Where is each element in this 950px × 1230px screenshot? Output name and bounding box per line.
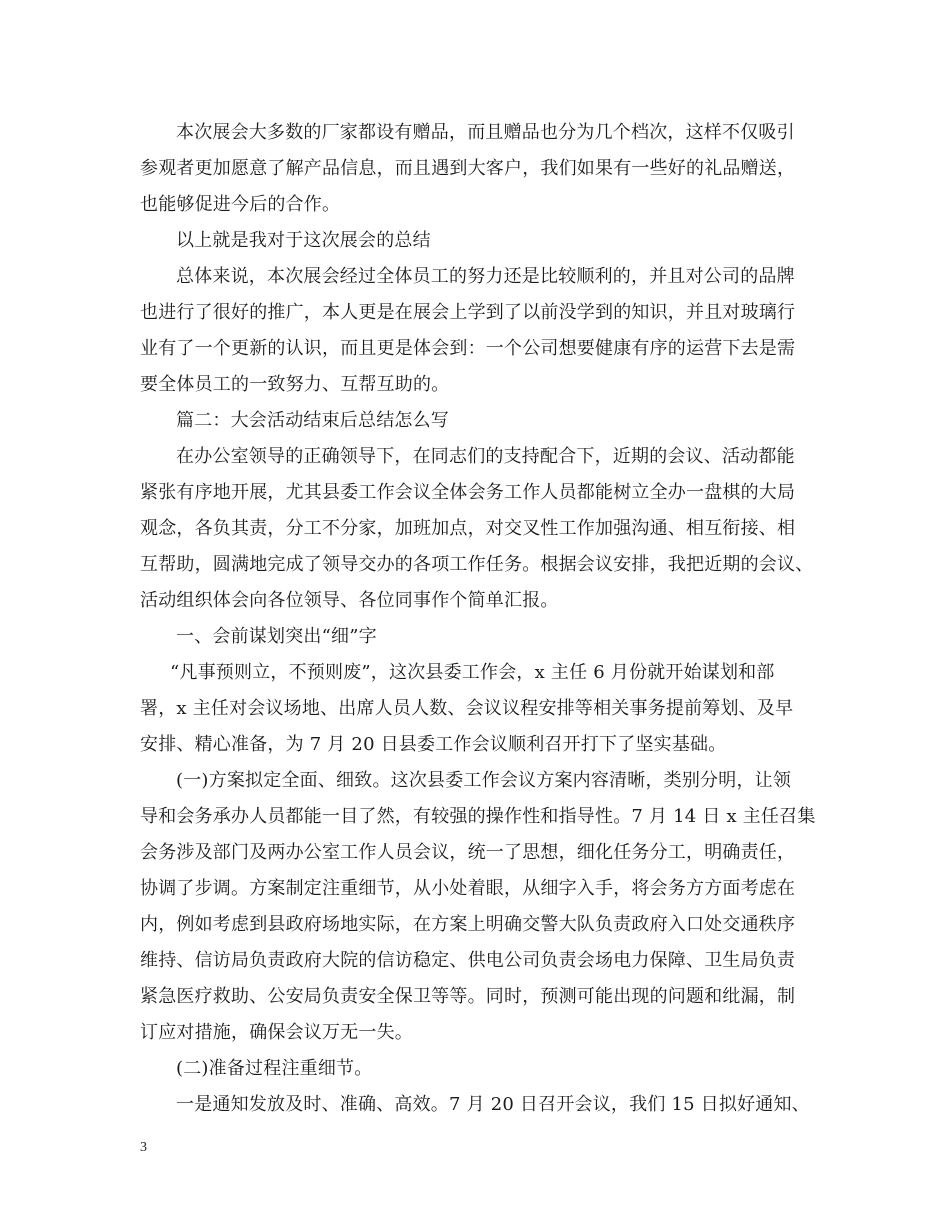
text-line: 内，例如考虑到县政府场地实际，在方案上明确交警大队负责政府入口处交通秩序 xyxy=(140,914,796,935)
text-line: 业有了一个更新的认识，而且更是体会到：一个公司想要健康有序的运营下去是需 xyxy=(140,338,796,359)
text-line: 安排、精心准备，为 7 月 20 日县委工作会议顺利召开打下了坚实基础。 xyxy=(140,734,727,755)
text-line: 维持、信访局负责政府大院的信访稳定、供电公司负责会场电力保障、卫生局负责 xyxy=(140,950,796,971)
text-line: 参观者更加愿意了解产品信息，而且遇到大客户，我们如果有一些好的礼品赠送， xyxy=(140,158,796,179)
text-line: 协调了步调。方案制定注重细节，从小处着眼，从细字入手，将会务方方面考虑在 xyxy=(140,878,796,899)
text-line: 会务涉及部门及两办公室工作人员会议，统一了思想，细化任务分工，明确责任， xyxy=(140,842,796,863)
text-line: 也能够促进今后的合作。 xyxy=(140,194,341,215)
text-line: 紧急医疗救助、公安局负责安全保卫等等。同时，预测可能出现的问题和纰漏，制 xyxy=(140,986,796,1007)
text-line: (一)方案拟定全面、细致。这次县委工作会议方案内容清晰，类别分明，让领 xyxy=(176,770,792,791)
section-heading: 一、会前谋划突出“细”字 xyxy=(176,626,377,647)
subsection-heading: (二)准备过程注重细节。 xyxy=(176,1058,373,1079)
text-line: 在办公室领导的正确领导下，在同志们的支持配合下，近期的会议、活动都能 xyxy=(176,446,795,467)
document-body xyxy=(140,115,820,1123)
text-line: 紧张有序地开展，尤其县委工作会议全体会务工作人员都能树立全办一盘棋的大局 xyxy=(140,482,796,503)
text-line: 以上就是我对于这次展会的总结 xyxy=(176,230,431,251)
text-line: 署，x 主任对会议场地、出席人员人数、会议议程安排等相关事务提前筹划、及早 xyxy=(140,698,794,719)
text-line: 活动组织体会向各位领导、各位同事作个简单汇报。 xyxy=(140,590,559,611)
text-line: 要全体员工的一致努力、互帮互助的。 xyxy=(140,374,450,395)
text-line: 导和会务承办人员都能一目了然，有较强的操作性和指导性。7 月 14 日 x 主任召集 xyxy=(140,806,816,827)
text-line: 观念，各负其责，分工不分家，加班加点，对交叉性工作加强沟通、相互衔接、相 xyxy=(140,518,796,539)
page-number: 3 xyxy=(140,1140,147,1155)
text-line: 也进行了很好的推广，本人更是在展会上学到了以前没学到的知识，并且对玻璃行 xyxy=(140,302,796,323)
text-line: 本次展会大多数的厂家都设有赠品，而且赠品也分为几个档次，这样不仅吸引 xyxy=(176,122,795,143)
text-line: 总体来说，本次展会经过全体员工的努力还是比较顺利的，并且对公司的品牌 xyxy=(176,266,795,287)
section-heading: 篇二：大会活动结束后总结怎么写 xyxy=(176,410,449,431)
text-line: 订应对措施，确保会议万无一失。 xyxy=(140,1022,413,1043)
text-line: “凡事预则立，不预则废”，这次县委工作会，x 主任 6 月份就开始谋划和部 xyxy=(170,662,775,683)
text-line: 一是通知发放及时、准确、高效。7 月 20 日召开会议，我们 15 日拟好通知、 xyxy=(176,1094,810,1115)
text-line: 互帮助，圆满地完成了领导交办的各项工作任务。根据会议安排，我把近期的会议、 xyxy=(140,554,814,575)
